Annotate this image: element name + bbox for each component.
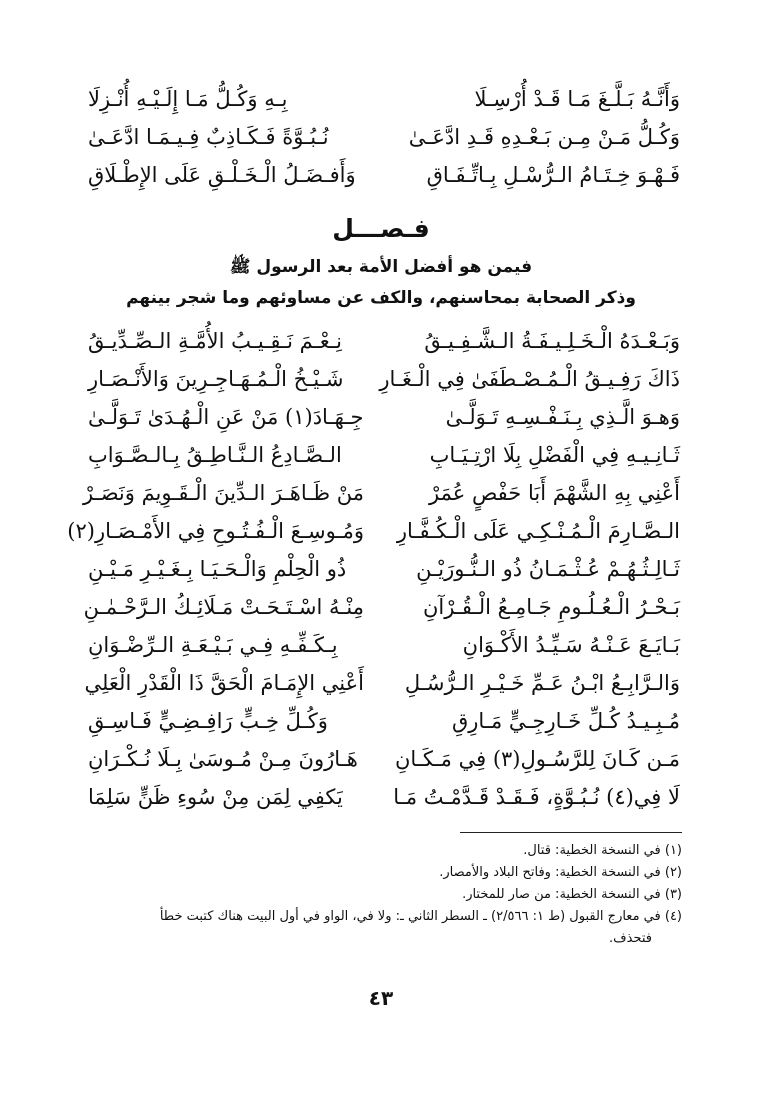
verse-first-hemistich: ثَـانِـيـهِ فِي الْفَضْلِ بِلَا ارْتِـيَـابِ — [429, 443, 680, 467]
footnote-divider — [460, 832, 682, 833]
verse-second-hemistich: هَـارُونَ مِـنْ مُـوسَىٰ بِـلَا نُـكْـرَانِ — [88, 747, 358, 771]
verse-first-hemistich: الـصَّـارِمَ الْـمُـنْـكِـي عَلَى الْـكُـفَّـارِ — [396, 519, 680, 543]
verse-first-hemistich: بَـايَـعَ عَـنْـهُ سَـيِّـدُ الأَكْـوَانِ — [462, 633, 680, 657]
verse-first-hemistich: وَبَـعْـدَهُ الْـخَـلِـيـفَـةُ الـشَّـفِـيـقُ — [424, 329, 680, 353]
section-subtitle-2: وذكر الصحابة بمحاسنهم، والكف عن مساوئهم وما شجر بينهم — [126, 288, 636, 308]
verse-line — [88, 156, 680, 194]
verse-line — [88, 80, 680, 118]
verse-first-hemistich: وَكُـلُّ مَـنْ مِـن بَـعْـدِهِ قَـدِ ادَّعَـىٰ — [408, 125, 680, 149]
verse-second-hemistich: أَعْنِي الإِمَـامَ الْحَقَّ ذَا الْقَدْرِ الْعَلِي — [84, 671, 364, 695]
verse-second-hemistich: الـصَّـادِعُ الـنَّـاطِـقُ بِـالـصَّـوَابِ — [88, 443, 342, 467]
verse-second-hemistich: يَكفِي لِمَن مِنْ سُوءِ ظَنٍّ سَلِمَا — [88, 785, 343, 809]
verse-first-hemistich: أَعْنِي بِهِ الشَّهْمَ أَبَا حَفْصٍ عُمَرْ — [429, 481, 680, 505]
top-verses — [88, 80, 680, 194]
verse-line — [84, 664, 680, 702]
verse-first-hemistich: وَهـوَ الَّـذِي بِـنَـفْـسِـهِ تَـوَلَّـىٰ — [445, 405, 680, 429]
verse-second-hemistich: مَنْ ظَـاهَـرَ الـدِّينَ الْـقَـوِيمَ وَنَصَـرْ — [82, 481, 364, 505]
verse-first-hemistich: ذَاكَ رَفِـيـقُ الْـمُـصْـطَفَىٰ فِي الْـغَـارِ — [379, 367, 680, 391]
section-subtitle-1: فيمن هو أفضل الأمة بعد الرسول ﷺ — [229, 257, 533, 277]
verse-line — [88, 778, 680, 816]
page-number: ٤٣ — [368, 986, 394, 1010]
verse-second-hemistich: نُـبُـوَّةً فَـكَـاذِبٌ فِـيـمَـا ادَّعَـىٰ — [88, 125, 329, 149]
verse-line — [83, 588, 680, 626]
footnote: (٢) في النسخة الخطية: وفاتح البلاد والأمصار. — [439, 865, 682, 880]
verse-first-hemistich: وَأَنَّـهُ بَـلَّـغَ مَـا قَـدْ أُرْسِـلَا — [474, 87, 680, 111]
verse-line — [88, 436, 680, 474]
verse-second-hemistich: نِـعْـمَ نَـقِـيـبُ الأُمَّـةِ الـصِّـدِّيـقُ — [88, 329, 342, 353]
verse-line — [82, 474, 680, 512]
verse-second-hemistich: شَـيْـخُ الْـمُـهَـاجِـرِينَ وَالأَنْـصَـارِ — [88, 367, 344, 391]
verse-second-hemistich: بِـهِ وَكُـلُّ مَـا إِلَـيْـهِ أُنْـزِلَا — [88, 87, 288, 111]
verse-line — [88, 626, 680, 664]
verse-second-hemistich: وَأَفـضَـلُ الْـخَـلْـقِ عَلَى الإِطْـلَاقِ — [88, 163, 356, 187]
verse-line — [88, 550, 680, 588]
verse-first-hemistich: مُـبِـيـدُ كُـلِّ خَـارِجِـيٍّ مَـارِقِ — [451, 709, 680, 733]
verse-first-hemistich: وَالـرَّابِـعُ ابْـنُ عَـمِّ خَـيْـرِ الـرُّسُـلِ — [404, 671, 680, 695]
footnote-continuation: فتحذف. — [609, 931, 652, 946]
verse-first-hemistich: فَـهْـوَ خِـتَـامُ الـرُّسْـلِ بِـاتِّـفَـاقِ — [426, 163, 680, 187]
verse-second-hemistich: ذُو الْحِلْمِ وَالْـحَـيَـا بِـغَـيْـرِ مَـيْـنِ — [88, 557, 347, 581]
footnotes — [84, 840, 682, 950]
footnote: (١) في النسخة الخطية: قتال. — [523, 843, 682, 858]
verse-second-hemistich: وَمُـوسِـعَ الْـفُـتُـوحِ فِي الأَمْـصَـارِ(٢) — [67, 519, 364, 543]
verse-line — [88, 702, 680, 740]
verse-second-hemistich: بِـكَـفِّـهِ فِـي بَـيْـعَـةِ الـرِّضْـوَانِ — [88, 633, 338, 657]
verse-line — [88, 360, 680, 398]
verse-first-hemistich: مَـن كَـانَ لِلرَّسُـولِ(٣) فِي مَـكَـانِ — [394, 747, 680, 771]
footnote: (٤) في معارج القبول (ط ١: ٢/٥٦٦) ـ السطر الثاني ـ: ولا في، الواو في أول البيت هناك كتبت خطأ — [159, 909, 682, 924]
footnote: (٣) في النسخة الخطية: من صار للمختار. — [462, 887, 682, 902]
verse-second-hemistich: مِنْـهُ اسْـتَـحَـتْ مَـلَائِـكُ الـرَّحْـمٰـنِ — [83, 595, 364, 619]
verse-second-hemistich: جِـهَـادَ(١) مَنْ عَنِ الْـهُـدَىٰ تَـوَلَّـىٰ — [88, 405, 364, 429]
verse-line — [88, 740, 680, 778]
verse-line — [88, 322, 680, 360]
verse-line — [88, 398, 680, 436]
verse-first-hemistich: بَـحْـرُ الْـعُـلُـومِ جَـامِـعُ الْـقُـرْآنِ — [422, 595, 680, 619]
main-verses — [67, 322, 680, 816]
verse-first-hemistich: ثَـالِـثُـهُـمْ عُـثْـمَـانُ ذُو الـنُّـورَيْـنِ — [416, 557, 680, 581]
section-title: فـصـــل — [332, 214, 430, 243]
verse-first-hemistich: لَا فِي(٤) نُـبُـوَّةٍ، فَـقَـدْ قَـدَّمْـتُ مَـا — [393, 785, 680, 809]
verse-line — [67, 512, 680, 550]
verse-second-hemistich: وَكُـلِّ خِـبٍّ رَافِـضِـيٍّ فَـاسِـقِ — [88, 709, 328, 733]
verse-line — [88, 118, 680, 156]
